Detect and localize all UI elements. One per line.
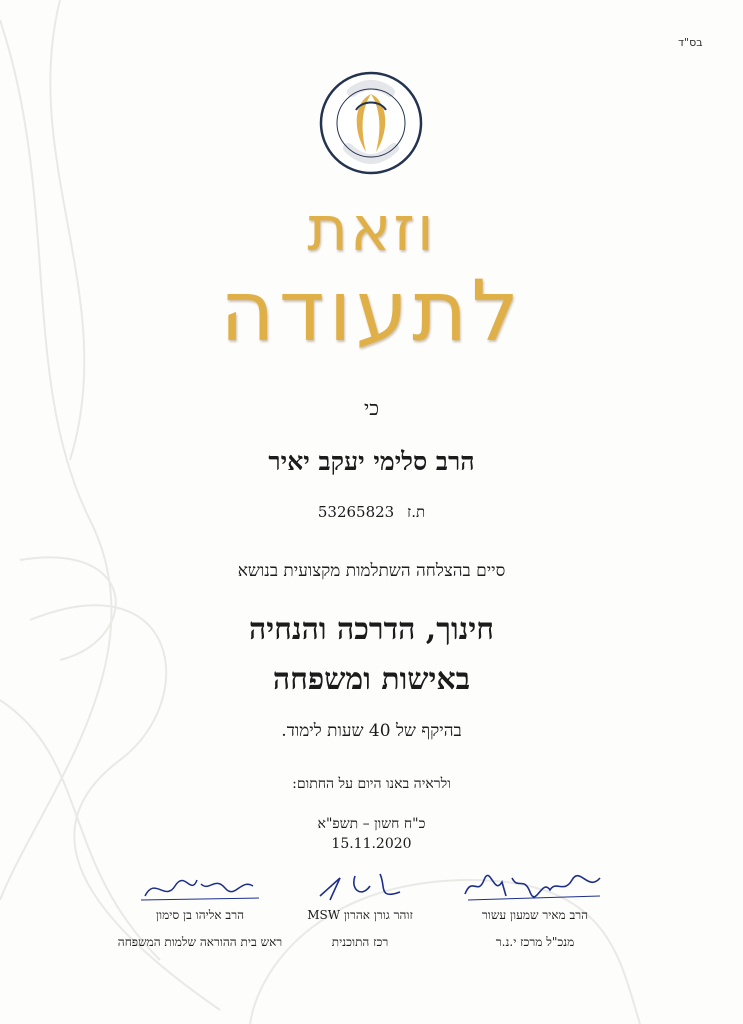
gregorian-date: 15.11.2020 [331,836,412,852]
signature-block-director [450,866,620,950]
signer-role: ראש בית ההוראה שלמות המשפחה [117,935,283,949]
scope-text: בהיקף של 40 שעות לימוד. [281,721,462,741]
bsd-mark: בס"ד [678,36,703,49]
signer-name: זוהר גורן אהרון MSW [307,908,413,922]
hebrew-date: כ"ח חשון – תשפ"א [317,816,426,832]
signer-name: הרב מאיר שמעון עשור [481,908,589,922]
completed-text: סיים בהצלחה השתלמות מקצועית בנושא [237,561,506,581]
signature-block-rabbi [110,866,290,950]
ki-text: כי [363,396,380,420]
witness-text: ולראיה באנו היום על החתום: [292,776,451,792]
subject-line-2: באישות ומשפחה [272,662,471,697]
certificate-title-line2: לתעודה [219,262,524,360]
recipient-name: הרב סלימי יעקב יאיר [268,447,475,476]
signer-role: מנכ"ל מרכז י.נ.ר [495,935,575,949]
signer-role: רכז התוכנית [331,935,389,949]
id-row [0,503,743,522]
handwritten-signature-director [460,866,610,906]
ynr-center-logo [318,70,424,176]
signature-block-coordinator [280,866,440,950]
id-label: ת.ז [407,503,426,521]
id-number: 53265823 [317,503,395,521]
subject-line-1: חינוך, הדרכה והנחיה [248,612,495,647]
certificate-title-line1: וזאת [307,192,436,265]
handwritten-signature-rabbi [135,866,265,906]
handwritten-signature-coordinator [300,866,420,906]
signer-name: הרב אליהו בן סימון [155,908,244,922]
